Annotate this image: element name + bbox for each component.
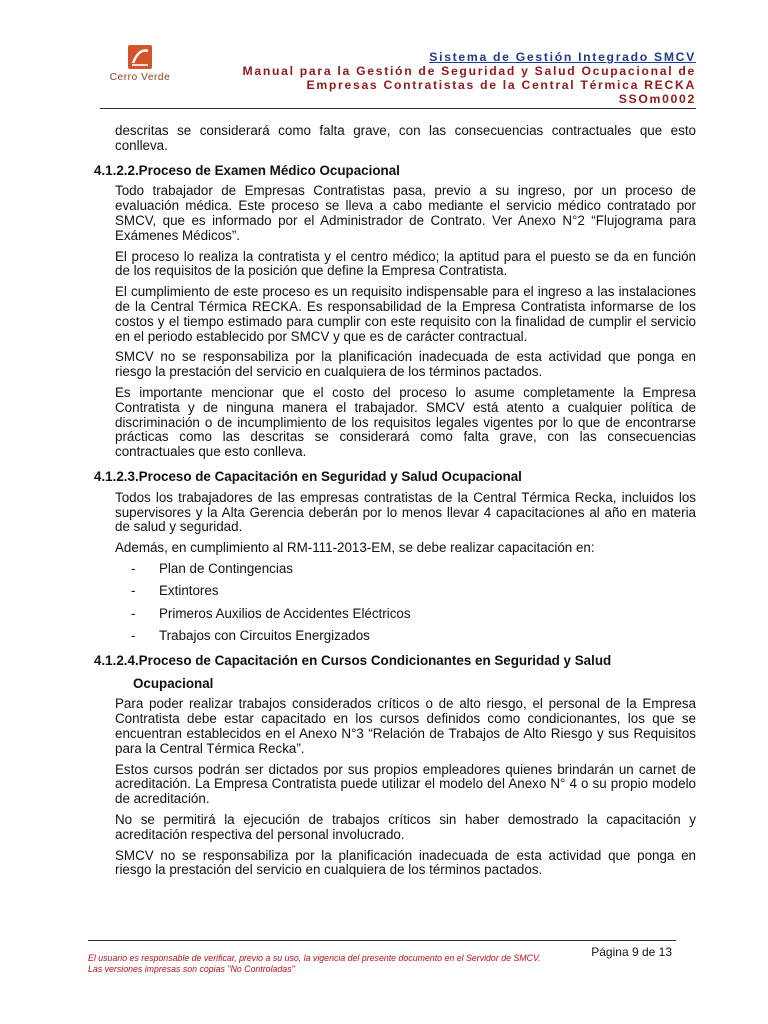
paragraph: SMCV no se responsabiliza por la planificación inadecuada de esta actividad que ponga en riesgo la prestación del servicio en cualquiera de los términos pactados.: [115, 847, 696, 878]
list-item: [131, 562, 696, 577]
page-number: Página 9 de 13: [591, 945, 672, 959]
paragraph: Además, en cumplimiento al RM-111-2013-EM, se debe realizar capacitación en:: [115, 540, 595, 556]
footer-note-line-1: El usuario es responsable de verificar, previo a su uso, la vigencia del presente documento en el Servidor de SMCV.: [88, 953, 541, 963]
logo-text: Cerro Verde: [109, 72, 171, 83]
section-heading-4-1-2-2: 4.1.2.2.Proceso de Examen Médico Ocupacional: [94, 162, 400, 178]
list-item: [131, 607, 696, 622]
document-header: [243, 50, 696, 106]
section-heading-line-1: 4.1.2.4.Proceso de Capacitación en Cursos Condicionantes en Seguridad y Salud: [94, 652, 612, 668]
section-heading-line-2: Ocupacional: [133, 675, 214, 691]
paragraph: El cumplimiento de este proceso es un requisito indispensable para el ingreso a las instalaciones de la Central Térmica RECKA. Es responsabilidad de la Empresa Contratista informarse de los costos y el tiempo estimado para cumplir con este requisito con la finalidad de cumplir el servicio en el periodo establecido por SMCV y que es de carácter contractual.: [115, 284, 696, 344]
paragraph: descritas se considerará como falta grave, con las consecuencias contractuales que esto conlleva.: [115, 123, 696, 153]
header-divider: [100, 108, 696, 109]
footer-disclaimer: [88, 953, 541, 975]
header-document-code: SSOm0002: [618, 92, 696, 106]
section-heading-4-1-2-4: [94, 654, 696, 692]
paragraph: No se permitirá la ejecución de trabajos críticos sin haber demostrado la capacitación y acreditación respectiva del personal involucrado.: [115, 812, 696, 842]
paragraph: El proceso lo realiza la contratista y el centro médico; la aptitud para el puesto se da en función de los requisitos de la posición que define la Empresa Contratista.: [115, 248, 696, 279]
list-dash: -: [131, 583, 136, 599]
section-heading-4-1-2-3: 4.1.2.3.Proceso de Capacitación en Seguridad y Salud Ocupacional: [94, 468, 522, 484]
list-item-text: Primeros Auxilios de Accidentes Eléctricos: [159, 605, 411, 621]
footer-note-line-2: Las versiones impresas son copias "No Controladas": [88, 964, 295, 974]
list-item-text: Extintores: [159, 583, 219, 599]
paragraph: Todos los trabajadores de las empresas contratistas de la Central Térmica Recka, incluidos los supervisores y la Alta Gerencia deberán por lo menos llevar 4 capacitaciones al año en materia de salud y seguridad.: [115, 489, 696, 535]
paragraph: Todo trabajador de Empresas Contratistas pasa, previo a su ingreso, por un proceso de evaluación médica. Este proceso se lleva a cabo mediante el servicio médico contratado por SMCV, que es informado por el Administrador de Contrato. Ver Anexo N°2 “Flujograma para Exámenes Médicos”.: [115, 183, 696, 243]
paragraph: SMCV no se responsabiliza por la planificación inadecuada de esta actividad que ponga en riesgo la prestación del servicio en cualquiera de los términos pactados.: [115, 349, 696, 380]
document-body: [94, 124, 696, 884]
paragraph: Para poder realizar trabajos considerados críticos o de alto riesgo, el personal de la Empresa Contratista debe estar capacitado en los cursos definidos como condicionantes, los que se encuentran establecidos en el Anexo N°3 “Relación de Trabajos de Alto Riesgo y sus Requisitos para la Central Térmica Recka”.: [115, 696, 696, 756]
list-dash: -: [131, 560, 136, 576]
paragraph: Es importante mencionar que el costo del proceso lo asume completamente la Empresa Contratista y de ninguna manera el trabajador. SMCV está atento a cualquier política de discriminación o de incumplimiento de los requisitos legales vigentes por lo que de encontrarse prácticas como las descritas se considerará como falta grave, con las consecuencias contractuales que esto conlleva.: [115, 384, 696, 460]
list-dash: -: [131, 605, 136, 621]
header-manual-title-1: Manual para la Gestión de Seguridad y Salud Ocupacional de: [242, 64, 696, 78]
list-dash: -: [131, 628, 136, 644]
cerro-verde-logo-icon: [127, 44, 153, 70]
list-item: [131, 629, 696, 644]
list-item-text: Plan de Contingencias: [159, 560, 293, 576]
list-item-text: Trabajos con Circuitos Energizados: [159, 628, 370, 644]
company-logo: [100, 44, 180, 83]
header-system-title: Sistema de Gestión Integrado SMCV: [429, 50, 696, 64]
paragraph: Estos cursos podrán ser dictados por sus propios empleadores quienes brindarán un carnet de acreditación. La Empresa Contratista puede utilizar el modelo del Anexo N° 4 o su propio modelo de acreditación.: [115, 761, 696, 807]
list-item: [131, 584, 696, 599]
header-manual-title-2: Empresas Contratistas de la Central Térmica RECKA: [306, 78, 696, 92]
footer-divider: [88, 940, 676, 941]
